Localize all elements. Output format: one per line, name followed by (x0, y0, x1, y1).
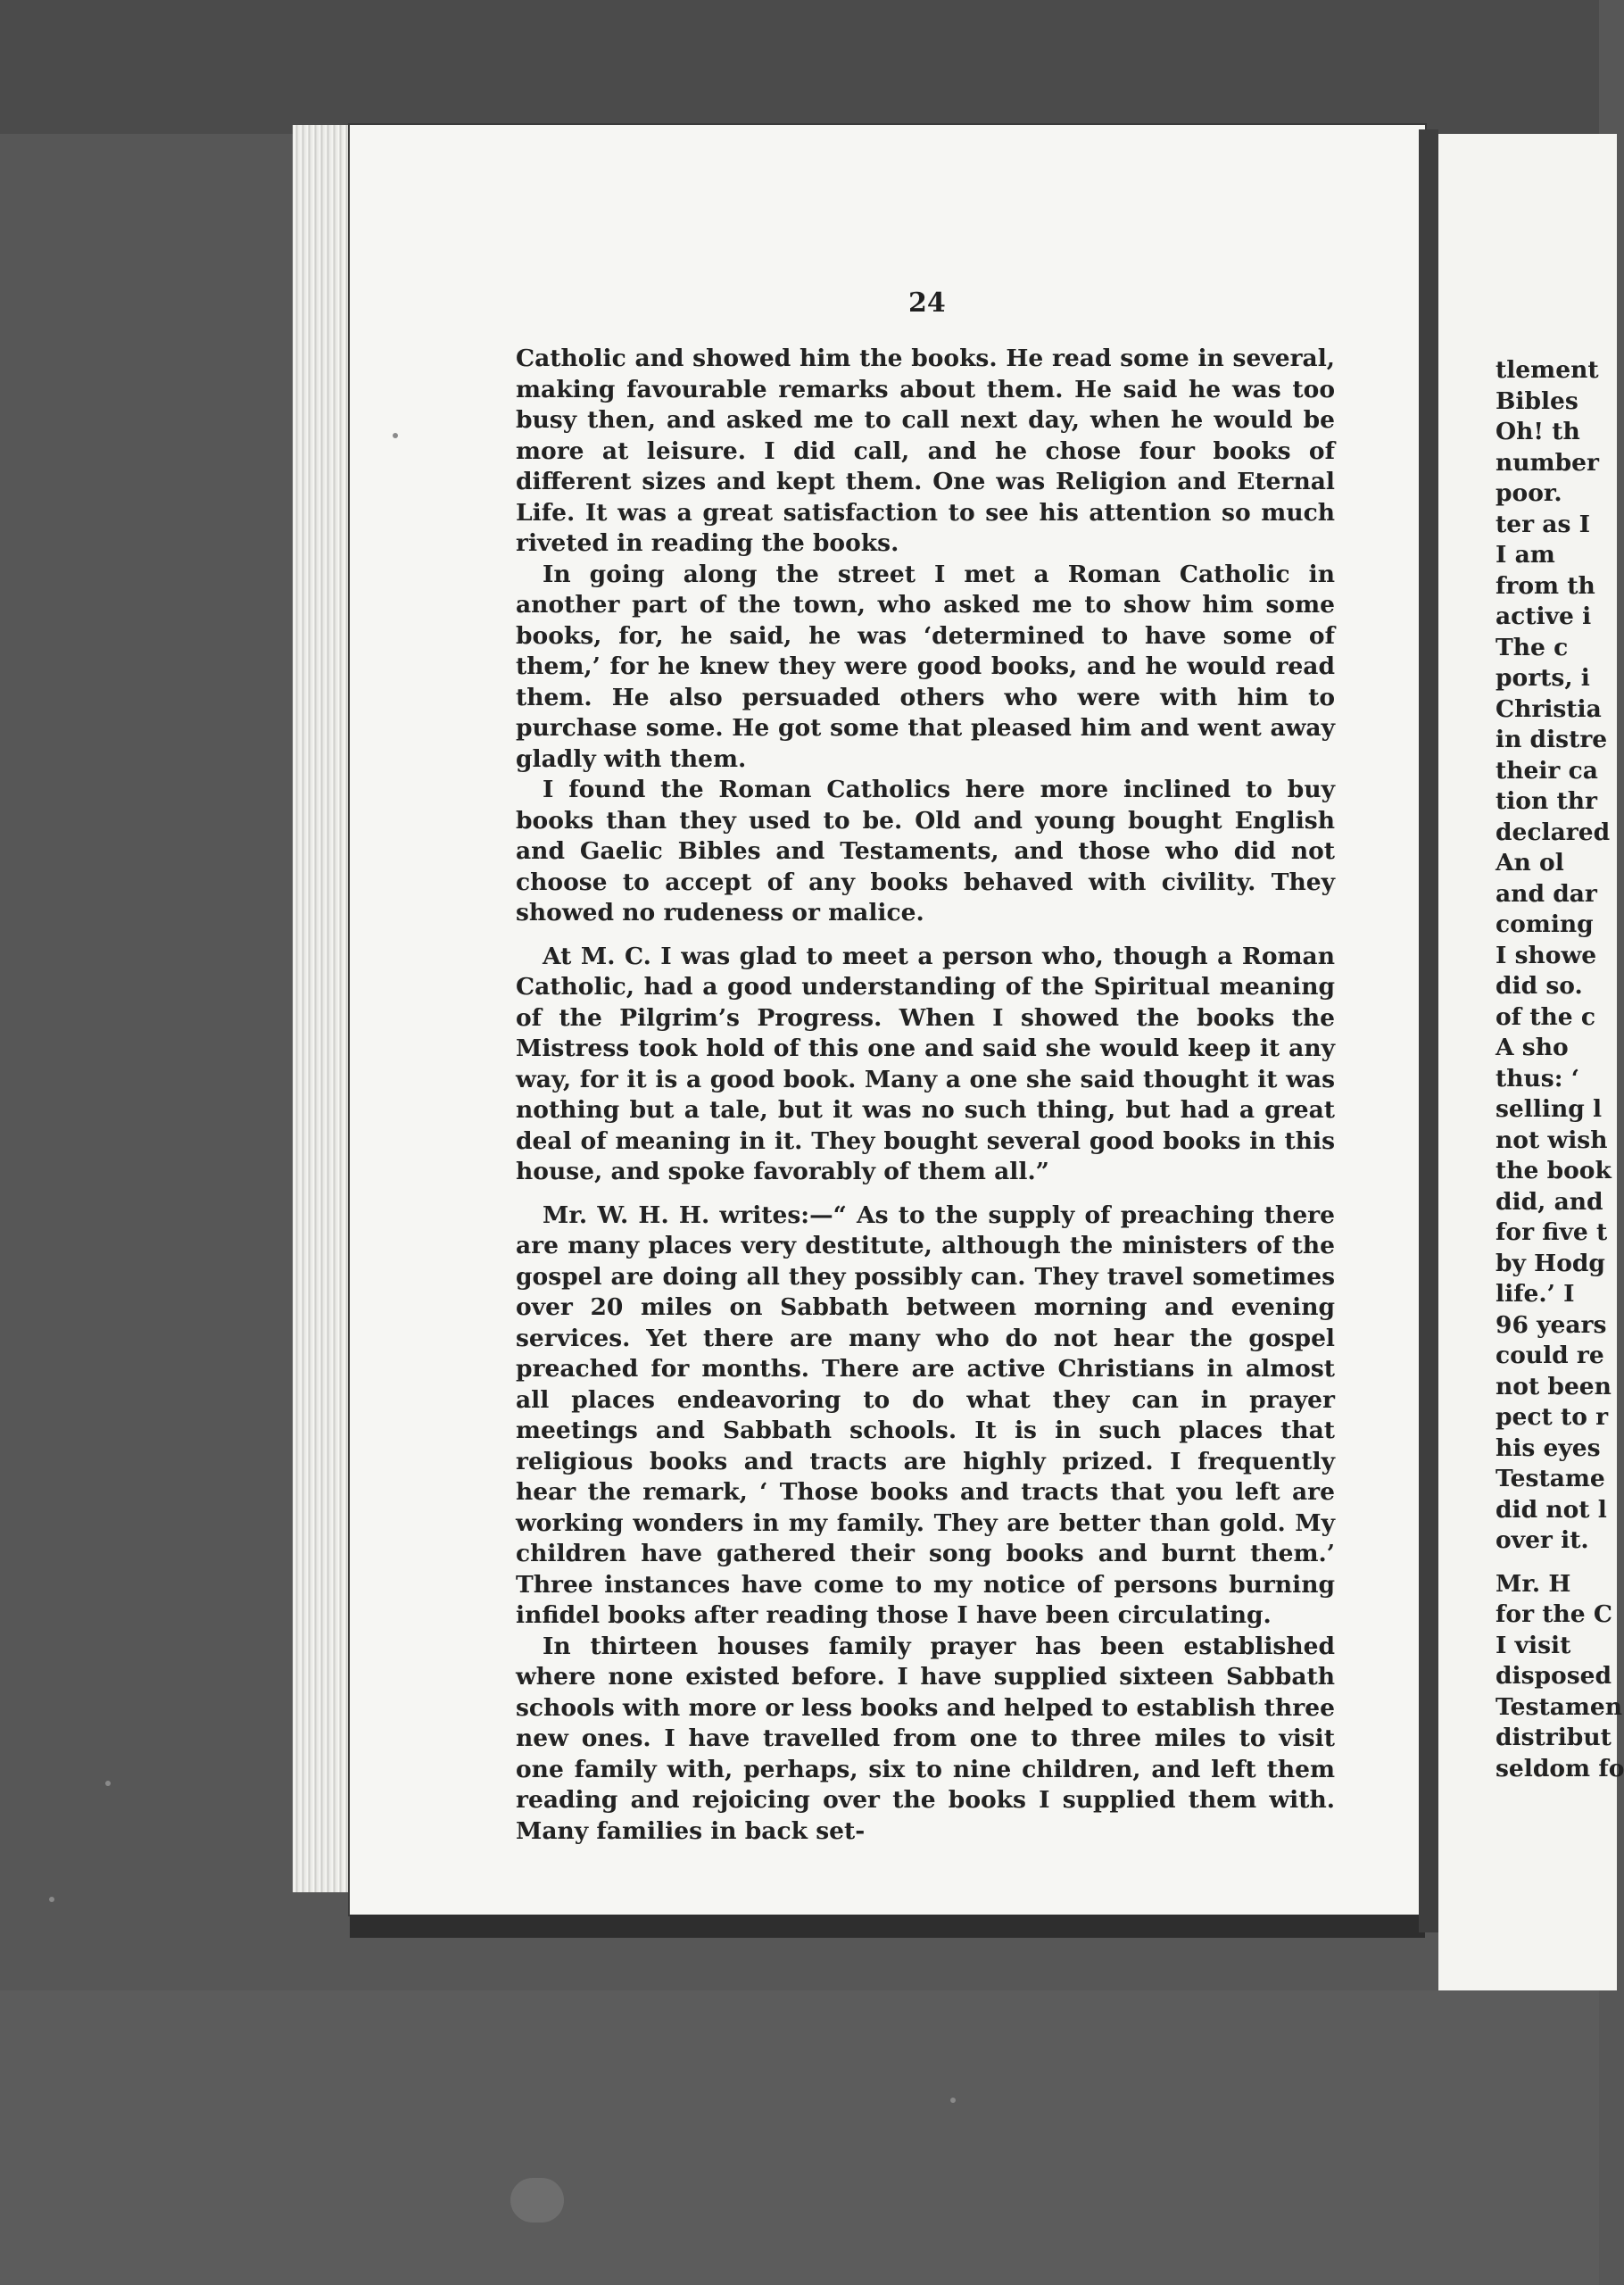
text-line: tion thr (1496, 787, 1597, 815)
text-line: I am (1496, 541, 1555, 569)
book-page-edges (293, 125, 357, 1892)
scan-background-top (0, 0, 1599, 134)
paragraph: At M. C. I was glad to meet a person who, though a Roman Catholic, had a good understanding of the Spiritual meaning of the Pilgrim’s Progress. When I showed the books the Mistress took hold of this one and said she would keep it any way, for it is a good book. Many a one she said thought it was nothing but a tale, but it was no such thing, but had a great deal of meaning in it. They bought several good books in this house, and spoke favorably of them all.” (516, 942, 1335, 1185)
scan-speck (950, 2098, 956, 2103)
scan-background-bottom (0, 1990, 1599, 2285)
text-line: ter as I (1496, 510, 1590, 538)
text-line: Christia (1496, 694, 1602, 723)
text-line: the book (1496, 1157, 1612, 1184)
page-number: 24 (908, 287, 946, 319)
scan-speck (49, 1897, 54, 1902)
text-line: tlement (1496, 356, 1599, 384)
paragraph: I found the Roman Catholics here more inclined to buy books than they used to be. Old and young bought English and Gaelic Bibles and Testaments, and those who did not choose to accept of any books behaved with civility. They showed no rudeness or malice. (516, 776, 1335, 926)
text-line: An ol (1496, 849, 1564, 877)
text-line: and dar (1496, 879, 1597, 908)
text-line: for the C (1496, 1600, 1612, 1628)
text-line: Testamen (1496, 1692, 1623, 1721)
text-line: his eyes (1496, 1433, 1601, 1462)
text-line: did, and (1496, 1187, 1603, 1216)
text-line: coming (1496, 910, 1594, 938)
text-line: not wish (1496, 1126, 1608, 1154)
text-line: poor. (1496, 479, 1562, 507)
text-line: seldom fo (1496, 1754, 1624, 1782)
text-line: from th (1496, 571, 1595, 600)
paragraph: Mr. W. H. H. writes:—“ As to the supply of preaching there are many places very destitute, although the ministers of the gospel are doing all they possibly can. They travel sometimes over 20 miles on Sabbath between morning and evening services. Yet there are many who do not hear the gospel preached for months. There are active Christians in almost all places endeavoring to do what they can in prayer meetings and Sabbath schools. It is in such places that religious books and tracts are highly prized. I frequently hear the remark, ‘ Those books and tracts that you left are working wonders in my family. They are better than gold. My children have gathered their song books and burnt them.’ Three instances have come to my notice of persons burning infidel books after reading those I have been circulating. (516, 1201, 1335, 1629)
text-line: Oh! th (1496, 418, 1580, 445)
text-line: Mr. H (1496, 1569, 1571, 1598)
paragraph: In thirteen houses family prayer has been established where none existed before. I have supplied sixteen Sabbath schools with more or less books and helped to establish three new ones. I have travelled from one to three miles to visit one family with, perhaps, six to nine children, and left them reading and rejoicing over the books I supplied them with. Many families in back set- (516, 1632, 1335, 1845)
book-gutter (1419, 129, 1438, 1932)
text-line: pect to r (1496, 1403, 1609, 1431)
right-page-text (1496, 355, 1624, 1784)
text-line: active i (1496, 602, 1592, 630)
text-line: declared (1496, 818, 1611, 846)
text-line: did not l (1496, 1495, 1607, 1524)
text-line: for five t (1496, 1218, 1608, 1246)
text-line: Bibles (1496, 386, 1578, 415)
page-shadow (350, 1915, 1425, 1938)
scan-speck (393, 433, 398, 438)
text-line: did so. (1496, 972, 1583, 1000)
text-line: I showe (1496, 941, 1597, 969)
text-line: distribut (1496, 1724, 1612, 1751)
text-line: life.’ I (1496, 1280, 1575, 1308)
text-line: ports, i (1496, 664, 1590, 692)
text-line: I visit (1496, 1631, 1571, 1659)
paragraph: In going along the street I met a Roman Catholic in another part of the town, who asked me to show him some books, for, he said, he was ‘determined to have some of them,’ for he knew they were good books, and he would read them. He also persuaded others who were with him to purchase some. He got some that pleased him and went away gladly with them. (516, 560, 1335, 773)
text-line: in distre (1496, 726, 1608, 753)
paragraph: Catholic and showed him the books. He read some in several, making favourable remarks about them. He said he was too busy then, and asked me to call next day, when he would be more at leisure. I did call, and he chose four books of different sizes and kept them. One was Religion and Eternal Life. It was a great satisfaction to see his attention so much riveted in reading the books. (516, 345, 1335, 557)
text-line: 96 years (1496, 1310, 1607, 1339)
text-line: thus: ‘ (1496, 1064, 1579, 1093)
text-line: by Hodg (1496, 1249, 1605, 1277)
scan-speck (105, 1781, 111, 1786)
text-line: not been (1496, 1372, 1612, 1400)
text-line: The c (1496, 633, 1569, 661)
text-line: their ca (1496, 756, 1598, 785)
text-line: Testame (1496, 1465, 1605, 1492)
text-line: number (1496, 448, 1599, 477)
left-page-text (516, 344, 1335, 1847)
text-line: could re (1496, 1342, 1604, 1369)
text-line: A sho (1496, 1034, 1569, 1061)
scan-smudge (510, 2178, 564, 2223)
text-line: over it. (1496, 1526, 1589, 1554)
text-line: selling l (1496, 1095, 1603, 1123)
text-line: disposed (1496, 1662, 1612, 1690)
text-line: of the c (1496, 1002, 1596, 1031)
